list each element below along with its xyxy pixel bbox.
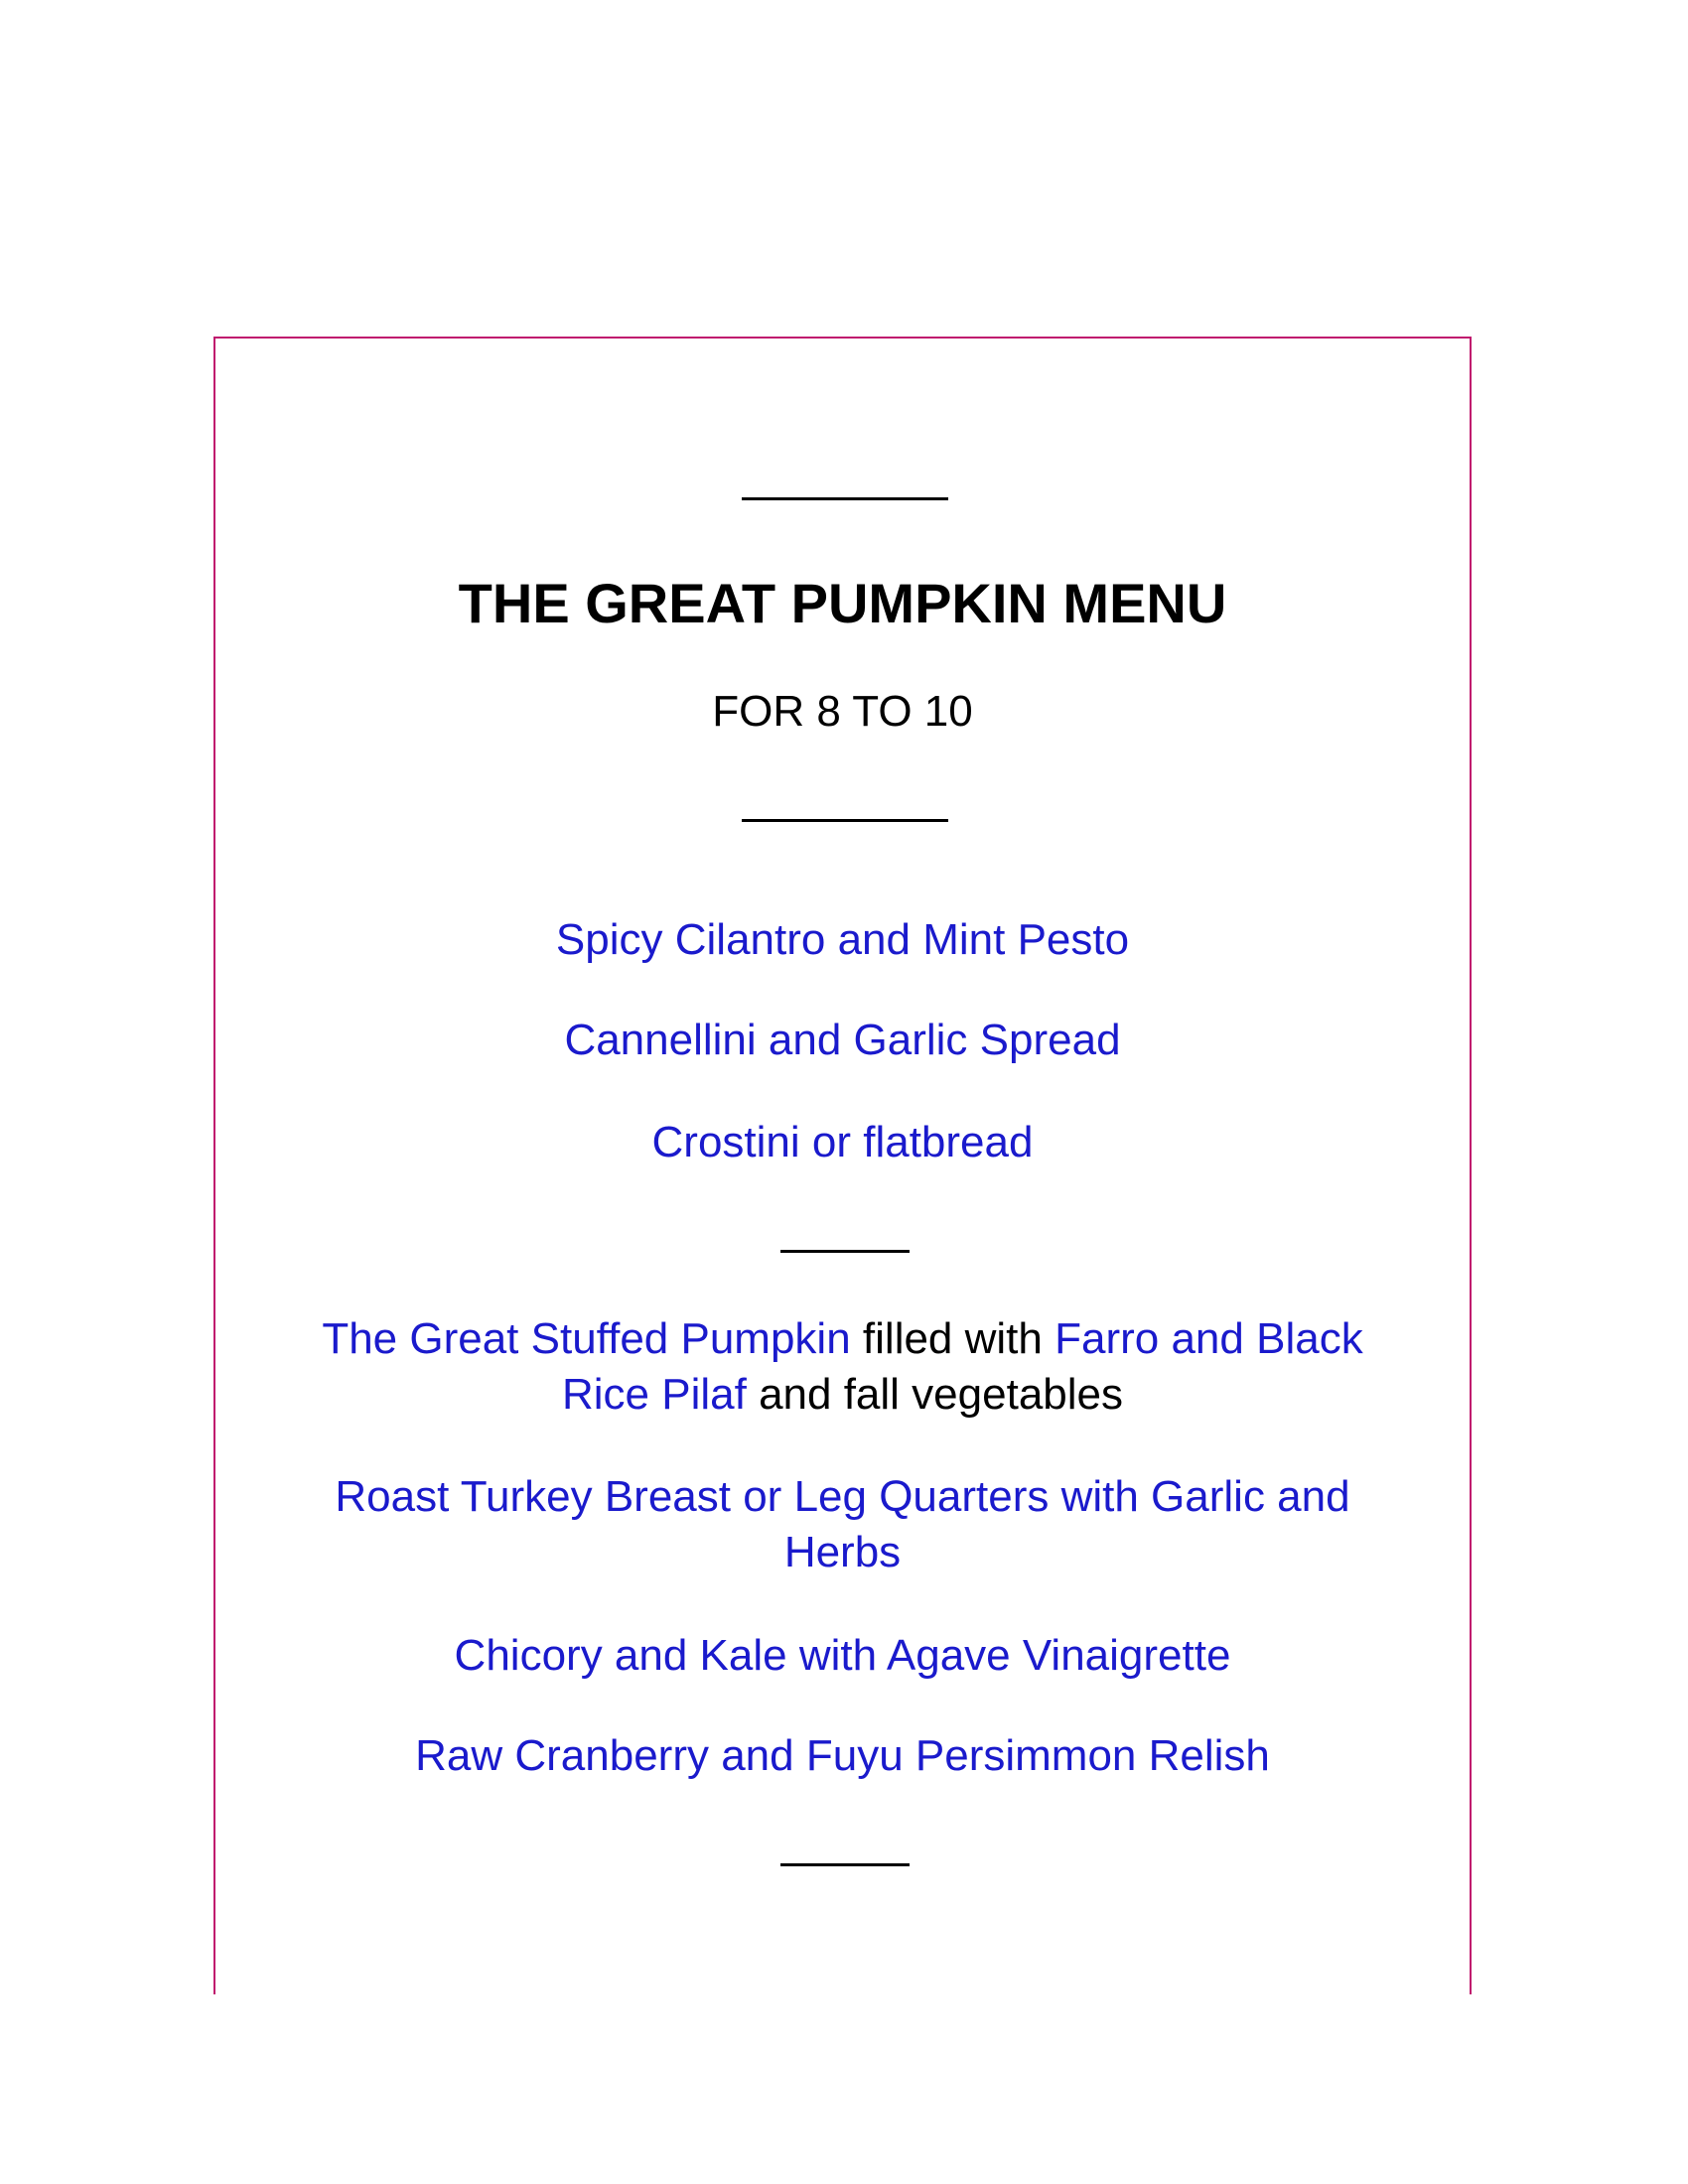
divider-after-subtitle [742, 819, 948, 822]
link-crostini-flatbread[interactable]: Crostini or flatbread [651, 1118, 1034, 1166]
link-great-stuffed-pumpkin[interactable]: The Great Stuffed Pumpkin [322, 1314, 851, 1363]
starter-item-spread[interactable] [275, 1013, 1410, 1068]
divider-top [742, 497, 948, 500]
main-item-stuffed-pumpkin [275, 1311, 1410, 1423]
link-cannellini-garlic-spread[interactable]: Cannellini and Garlic Spread [564, 1016, 1121, 1064]
side-item-chicory-kale[interactable] [275, 1628, 1410, 1684]
menu-subtitle: FOR 8 TO 10 [712, 687, 973, 736]
divider-after-sides [780, 1863, 910, 1866]
side-item-cranberry-relish[interactable] [275, 1728, 1410, 1784]
link-chicory-kale[interactable]: Chicory and Kale with Agave Vinaigrette [454, 1631, 1231, 1680]
link-spicy-cilantro-mint-pesto[interactable]: Spicy Cilantro and Mint Pesto [555, 915, 1130, 964]
divider-after-starters [780, 1250, 910, 1253]
main-item-text-filled: filled with [850, 1314, 1055, 1363]
starter-item-pesto[interactable] [275, 912, 1410, 968]
link-farro-black-rice-pilaf[interactable]: Farro and Black Rice Pilaf [562, 1314, 1363, 1419]
side-item-turkey[interactable] [275, 1469, 1410, 1580]
main-item-text-vegetables: and fall vegetables [746, 1370, 1123, 1419]
link-cranberry-persimmon-relish[interactable]: Raw Cranberry and Fuyu Persimmon Relish [415, 1731, 1270, 1780]
link-roast-turkey[interactable]: Roast Turkey Breast or Leg Quarters with Garlic and Herbs [335, 1472, 1350, 1576]
starter-item-crostini[interactable] [275, 1115, 1410, 1170]
menu-title: THE GREAT PUMPKIN MENU [458, 572, 1227, 634]
menu-frame [213, 337, 1472, 1994]
